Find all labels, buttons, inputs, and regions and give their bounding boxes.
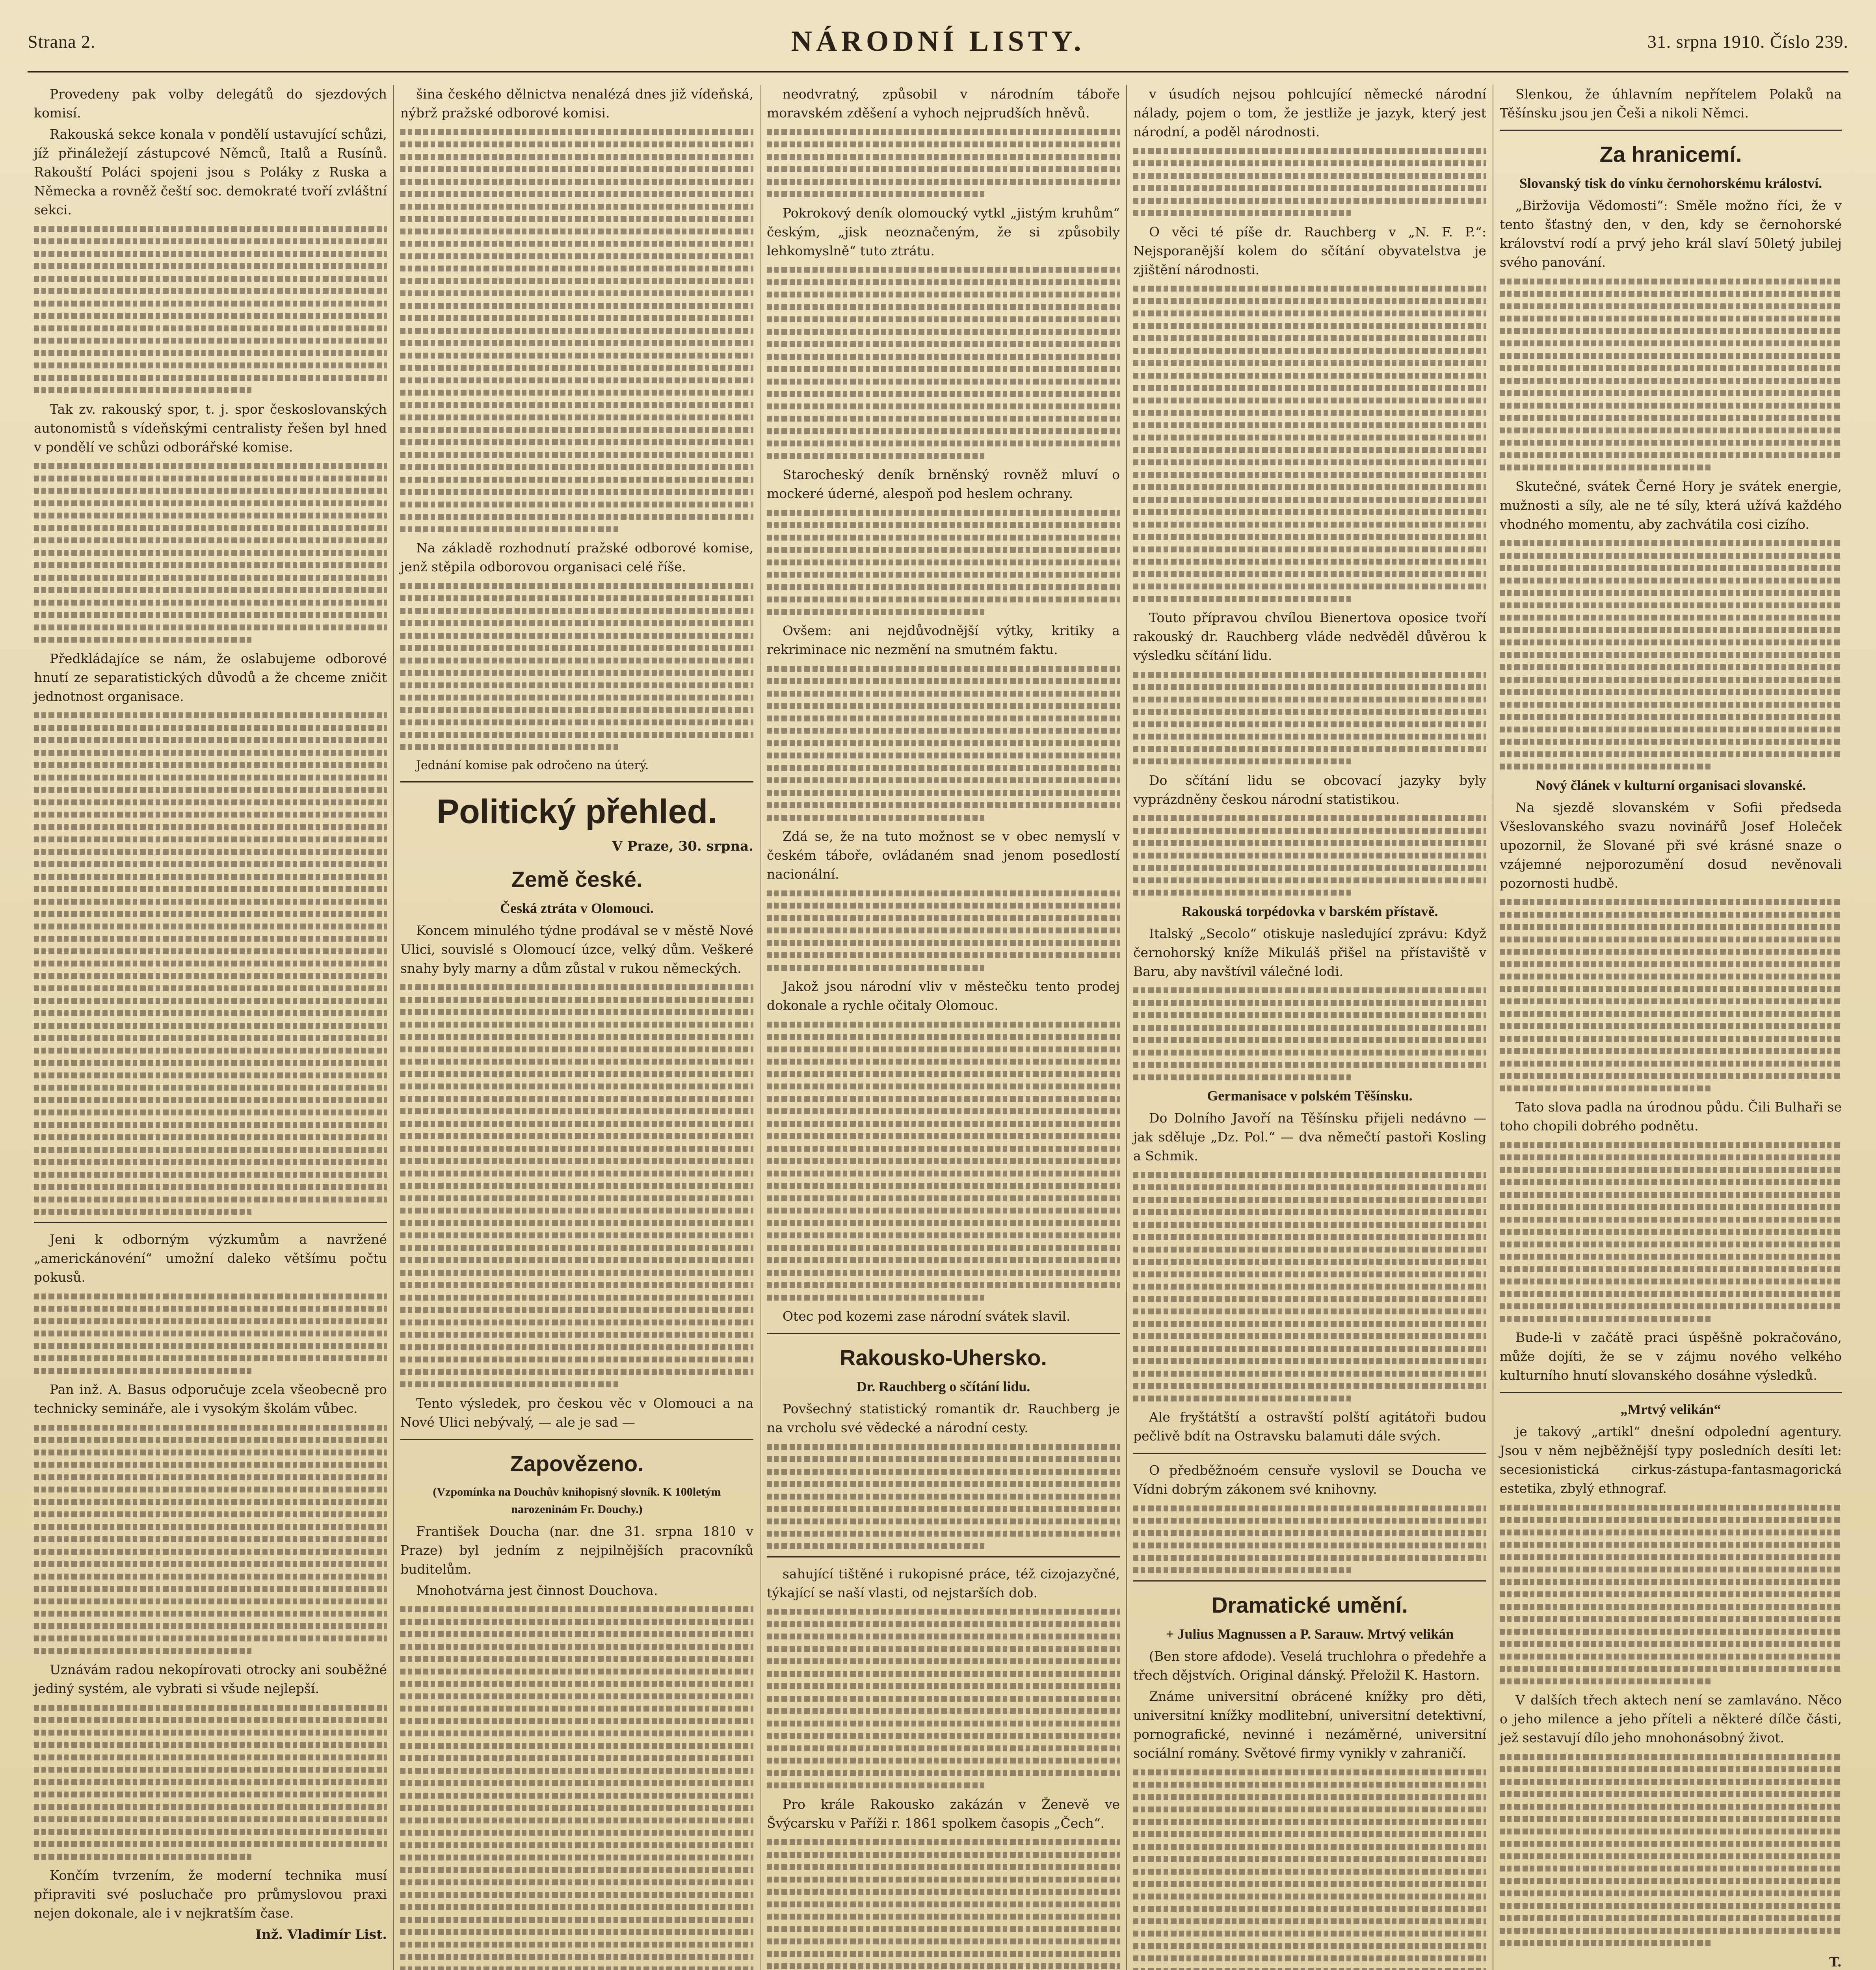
paragraph: Jakož jsou národní vliv v městečku tento prodej dokonale a rychle očitaly Olomouc. <box>767 979 1120 1013</box>
paragraph: Provedeny pak volby delegátů do sjezdových komisí. <box>34 86 387 121</box>
paragraph: (Ben store afdode). Veselá truchlohra o předehře a třech dějstvích. Original dánský. Přeložil K. Hastorn. <box>1133 1648 1486 1683</box>
paragraph: Uznávám radou nekopírovati otrocky ani souběžné jediný systém, ale vybrati si všude nejlepší. <box>34 1662 387 1696</box>
paragraph: Rakouská sekce konala v pondělí ustavující schůzi, jíž přináležejí zástupcové Němců, Italů a Rusínů. Rakouští Poláci spojeni jsou s Poláky z Ruska a Německa a rovněž čeští soc. demokraté tvoří zvláštní sekci. <box>34 126 387 217</box>
paragraph: Ale fryštátští a ostravští polští agitátoři budou pečlivě bdít na Ostravsku balamuti dále svých. <box>1133 1409 1486 1444</box>
divider <box>34 1222 387 1223</box>
paragraph: Skutečné, svátek Černé Hory je svátek energie, mužnosti a síly, ale ne té síly, která užívá každého vhodného momentu, aby zachvátila cosi cizího. <box>1500 478 1842 532</box>
text-block <box>1133 987 1486 1080</box>
text-block <box>1133 815 1486 896</box>
divider <box>400 781 753 782</box>
text-block <box>767 510 1120 615</box>
paragraph: Na sjezdě slovanském v Sofii předseda Všeslovanského svazu novinářů Josef Holeček upozornil, že Slované při své krásné snaze o vzájemné nejporozumění dosud nevěnovali pozornosti hudbě. <box>1500 799 1842 891</box>
article-title: Česká ztráta v Olomouci. <box>500 900 654 916</box>
paragraph: Do sčítání lidu se obcovací jazyky byly vyprázdněny českou národní statistikou. <box>1133 772 1486 807</box>
text-block <box>767 890 1120 971</box>
paragraph: O předběžnoém censuře vyslovil se Doucha ve Vídni dobrým zákonem své knihovny. <box>1133 1463 1486 1497</box>
paragraph: O věci té píše dr. Rauchberg v „N. F. P.“: Nejsporanější kolem do sčítání obyvatelstva je zjištění národnosti. <box>1133 224 1486 277</box>
article-title: + Julius Magnussen a P. Sarauw. Mrtvý velikán <box>1166 1626 1454 1642</box>
text-block <box>400 1606 753 1970</box>
paragraph: Jeni k odborným výzkumům a navržené „americkánovéní“ umožní daleko většímu počtu pokusů. <box>34 1232 387 1285</box>
paragraph: Pan inž. A. Basus odporučuje zcela všeobecně pro technicky semináře, ale i vysokým školám vůbec. <box>34 1382 387 1416</box>
paragraph: V dalších třech aktech není se zamlaváno. Něco o jeho milence a jeho příteli a některé dílče části, jež sestavují dílo jeho mnohonásobný život. <box>1500 1692 1842 1745</box>
text-block <box>1133 1172 1486 1401</box>
article-signature: T. <box>1829 1954 1842 1970</box>
article-title: Dr. Rauchberg o sčítání lidu. <box>856 1379 1030 1394</box>
text-block <box>34 1425 387 1654</box>
text-block <box>767 129 1120 197</box>
text-block <box>400 583 753 751</box>
paragraph: Jednání komise pak odročeno na úterý. <box>416 758 649 772</box>
issue-date: 31. srpna 1910. Číslo 239. <box>1647 31 1848 52</box>
text-block <box>1500 1142 1842 1322</box>
text-block <box>1500 1754 1842 1946</box>
article-title: Nový článek v kulturní organisaci slovanské. <box>1535 777 1806 793</box>
divider <box>1133 1453 1486 1454</box>
paragraph: Bude-li v začátě praci úspěšně pokračováno, může dojíti, že se v zájmu nového velkého kulturního hnutí slovanského dosáhne výsledků. <box>1500 1330 1842 1383</box>
section-title: Dramatické umění. <box>1212 1593 1408 1617</box>
paragraph: Ovšem: ani nejdůvodnější výtky, kritiky a rekriminace nic nezmění na smutném faktu. <box>767 623 1120 657</box>
newspaper-title: NÁRODNÍ LISTY. <box>791 25 1085 58</box>
text-block <box>1500 899 1842 1091</box>
paragraph: „Biržovija Vědomosti“: Směle možno říci, že v tento šťastný den, v den, kdy se černohorské království rodí a prvý jeho král slaví 50letý jubilej svého panování. <box>1500 198 1842 270</box>
divider <box>1500 130 1842 131</box>
paragraph: Předkládajíce se nám, že oslabujeme odborové hnutí ze separatistických důvodů a že chceme zničit jednotnost organisace. <box>34 650 387 704</box>
text-block <box>1133 286 1486 602</box>
paragraph: Do Dolního Javoří na Těšínsku přijeli nedávno — jak sděluje „Dz. Pol.“ — dva němečtí pastoři Kosling a Schmik. <box>1133 1110 1486 1163</box>
article-title: Rakouská torpédovka v barském přístavě. <box>1181 903 1438 919</box>
paragraph: Tento výsledek, pro českou věc v Olomouci a na Nové Ulici nebývalý, — ale je sad — <box>400 1395 753 1430</box>
text-block <box>1500 540 1842 769</box>
article-title: „Mrtvý velikán“ <box>1620 1401 1721 1417</box>
paragraph: Končím tvrzením, že moderní technika musí připraviti své posluchače pro průmyslovou praxi nejen dokonale, ale i v nejkratším čase. <box>34 1868 387 1921</box>
masthead <box>28 12 1848 73</box>
divider <box>400 1439 753 1440</box>
paragraph: Pro krále Rakousko zakázán v Ženevě ve Švýcarsku v Paříži r. 1861 spolkem časopis „Čech“. <box>767 1796 1120 1831</box>
paragraph: Na základě rozhodnutí pražské odborové komise, jenž stěpila odborovou organisaci celé říše. <box>400 540 753 574</box>
text-block <box>1133 672 1486 765</box>
section-title: Rakousko-Uhersko. <box>840 1345 1047 1370</box>
text-block <box>767 267 1120 459</box>
column-1 <box>28 85 394 1970</box>
text-block <box>767 1609 1120 1788</box>
text-block <box>34 1705 387 1860</box>
text-block <box>1500 1505 1842 1684</box>
text-block <box>1133 1769 1486 1970</box>
paragraph: Tato slova padla na úrodnou půdu. Čili Bulhaři se toho chopili dobrého podnětu. <box>1500 1099 1842 1134</box>
paragraph: Otec pod kozemi zase národní svátek slavil. <box>783 1308 1071 1324</box>
dateline: V Praze, 30. srpna. <box>612 838 753 854</box>
text-block <box>767 1839 1120 1970</box>
paragraph: neodvratný, způsobil v národním táboře moravském zděšení a vyhoch nejprudších hněvů. <box>767 86 1120 121</box>
text-block <box>34 1294 387 1374</box>
divider <box>767 1333 1120 1334</box>
paragraph: Mnohotvárna jest činnost Douchova. <box>416 1582 658 1598</box>
article-subtitle: (Vzpomínka na Douchův knihopisný slovník. K 100letým narozeninám Fr. Douchy.) <box>433 1485 721 1516</box>
paragraph: Pokrokový deník olomoucký vytkl „jistým kruhům“ českým, „jisk neoznačeným, že si způsobily lehkomyslně“ tuto ztrátu. <box>767 205 1120 258</box>
text-block <box>400 984 753 1387</box>
paragraph: šina českého dělnictva nenalézá dnes již vídeňská, nýbrž pražské odborové komisi. <box>400 86 753 121</box>
text-block <box>34 712 387 1215</box>
text-block <box>34 463 387 643</box>
paragraph: Touto přípravou chvílou Bienertova oposice tvoří rakouský dr. Rauchberg vláde nedvěděl důvěrou k výsledku sčítání lidu. <box>1133 610 1486 663</box>
divider <box>1500 1392 1842 1393</box>
section-title: Politický přehled. <box>436 792 718 831</box>
text-block <box>1133 148 1486 216</box>
paragraph: je takový „artikl“ dnešní odpolední agentury. Jsou v něm nejběžnější typy posledních desíti let: secesionistická cirkus-zástupa-fantasmagorická estetika, zbylý ethnograf. <box>1500 1424 1842 1496</box>
text-block <box>400 129 753 532</box>
paragraph: v úsudích nejsou pohlcující německé národní nálady, pojem o tom, že jestliže je jazyk, který jest národní, a poděl národnosti. <box>1133 86 1486 139</box>
section-title: Za hranicemí. <box>1599 142 1742 167</box>
article-title: Germanisace v polském Těšínsku. <box>1207 1088 1413 1104</box>
page-number: Strana 2. <box>28 31 96 52</box>
paragraph: Zdá se, že na tuto možnost se v obec nemyslí v českém táboře, ovládaném snad jenom posedlostí nacionální. <box>767 829 1120 882</box>
paragraph: sahující tištěné i rukopisné práce, též cizojazyčné, týkající se naší vlasti, od nejstarších dob. <box>767 1566 1120 1600</box>
column-5 <box>1493 85 1848 1970</box>
text-block <box>34 226 387 394</box>
text-block <box>767 1444 1120 1549</box>
article-title: Slovanský tisk do vínku černohorskému králoství. <box>1519 175 1822 191</box>
paragraph: Starocheský deník brněnský rovněž mluví o mockeré úderné, alespoň pod heslem ochrany. <box>767 467 1120 501</box>
text-block <box>1500 279 1842 471</box>
article-signature: Inž. Vladimír List. <box>255 1927 387 1942</box>
column-4 <box>1127 85 1493 1970</box>
text-block <box>767 666 1120 821</box>
paragraph: Italský „Secolo“ otiskuje nasledující zprávu: Když černohorský kníže Mikuláš přišel na přístaviště v Baru, aby navštívil válečné lodi. <box>1133 926 1486 979</box>
paragraph: Známe universitní obrácené knížky pro děti, universitní knížky modlitební, universitní detektivní, pornografické, nevinné i nezáměrné, universitní sociální romány. Světové firmy vynikly v zahraničí. <box>1133 1689 1486 1761</box>
paragraph: Tak zv. rakouský spor, t. j. spor českoslovanských autonomistů s vídeňskými centralisty řešen byl hned v pondělí ve schůzi odborářské komise. <box>34 401 387 455</box>
divider <box>1133 1580 1486 1582</box>
column-3 <box>760 85 1127 1970</box>
column-2 <box>394 85 760 1970</box>
section-title: Zapovězeno. <box>510 1451 644 1476</box>
paragraph: Slenkou, že úhlavním nepřítelem Polaků na Těšínsku jsou jen Češi a nikoli Němci. <box>1500 86 1842 121</box>
paragraph: František Doucha (nar. dne 31. srpna 1810 v Praze) byl jedním z nejpilnějších pracovníků buditelům. <box>400 1523 753 1577</box>
subsection-title: Země české. <box>511 866 643 892</box>
paragraph: Koncem minulého týdne prodával se v městě Nové Ulici, souvislé s Olomoucí úzce, velký dům. Veškeré snahy byly marny a dům zůstal v rukou německých. <box>400 922 753 976</box>
text-block <box>1133 1505 1486 1574</box>
text-block <box>767 1022 1120 1301</box>
paragraph: Povšechný statistický romantik dr. Rauchberg je na vrcholu své vědecké a národní cesty. <box>767 1401 1120 1435</box>
divider <box>767 1556 1120 1557</box>
